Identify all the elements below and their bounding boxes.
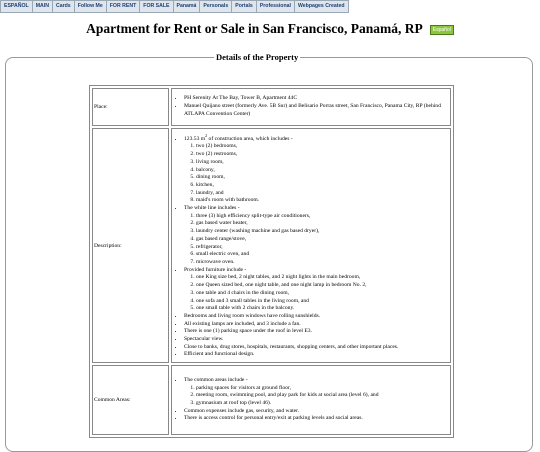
list-item: 4. balcony, <box>196 167 449 175</box>
list-item: 3. living room, <box>196 159 449 167</box>
title-row <box>0 20 540 38</box>
furniture-text: Provided furniture include - <box>184 266 247 273</box>
common-areas-row <box>92 365 451 435</box>
description-cell <box>171 128 451 363</box>
list-item: • Spectacular view. <box>184 336 449 344</box>
list-item: • There is access control for personal entry/exit at parking levels and social areas. <box>184 415 449 423</box>
list-item: 2. one Queen sized bed, one night table, and one night lamp in bedroom No. 2, <box>196 282 449 290</box>
nav-professional[interactable]: Professional <box>257 0 295 13</box>
details-table <box>89 85 454 438</box>
list-item: 3. gymnasium at roof top (level 46). <box>196 400 449 408</box>
list-item: • All existing lamps are included, and 3 include a fan. <box>184 321 449 329</box>
area-prefix: 123.53 m <box>184 135 206 142</box>
common-areas-cell <box>171 365 451 435</box>
list-item: 4. gas based range/stove, <box>196 236 449 244</box>
list-item: 7. microwave oven. <box>196 259 449 267</box>
furniture-item <box>184 267 449 313</box>
area-sup: 2 <box>205 132 208 138</box>
list-item: 5. one small table with 2 chairs in the balcony. <box>196 305 449 313</box>
page-title: Apartment for Rent or Sale in San Francisco, Panamá, RP <box>86 21 423 36</box>
list-item: 6. small electric oven, and <box>196 251 449 259</box>
list-item: • Close to banks, drug stores, hospitals, restaurants, shopping centers, and other important places. <box>184 344 449 352</box>
nav-for-rent[interactable]: FOR RENT <box>107 0 141 13</box>
nav-panama[interactable]: Panamá <box>174 0 201 13</box>
description-label: Description: <box>92 128 169 363</box>
list-item: 3. one table and 4 chairs in the dining room, <box>196 290 449 298</box>
list-item: 1. three (3) high efficiency split-type air conditioners, <box>196 213 449 221</box>
nav-for-sale[interactable]: FOR SALE <box>140 0 173 13</box>
list-item: 4. one sofa and 3 small tables in the living room, and <box>196 298 449 306</box>
place-label: Place: <box>92 88 169 126</box>
nav-personals[interactable]: Personals <box>200 0 232 13</box>
nav-portals[interactable]: Portals <box>232 0 257 13</box>
common-intro-text: The common areas include - <box>184 376 248 383</box>
white-line-item <box>184 205 449 267</box>
list-item: 2. two (2) restrooms, <box>196 151 449 159</box>
list-item: 1. one King size bed, 2 night tables, and 2 night lights in the main bedroom, <box>196 274 449 282</box>
list-item: 8. maid's room with bathroom. <box>196 197 449 205</box>
area-item <box>184 132 449 205</box>
list-item: • Efficient and functional design. <box>184 351 449 359</box>
nav-main[interactable]: MAIN <box>33 0 53 13</box>
list-item: • PH Serenity At The Bay, Tower B, Apartment 44C <box>184 95 449 103</box>
place-row <box>92 88 451 126</box>
nav-follow-me[interactable]: Follow Me <box>75 0 107 13</box>
top-nav-bar <box>0 0 349 12</box>
nav-espanol[interactable]: ESPAÑOL <box>0 0 33 13</box>
list-item: • Manuel Quijano street (formerly Ave. 5B Sur) and Belisario Porras street, San Francisco, Panama City, RP (behind ATLAPA Convention Center) <box>184 103 449 118</box>
list-item: 5. refrigerator, <box>196 244 449 252</box>
list-item: • Bedrooms and living room windows have rolling sunshields. <box>184 313 449 321</box>
description-row <box>92 128 451 363</box>
language-button[interactable]: Español <box>430 25 454 35</box>
common-intro-item <box>184 377 449 408</box>
list-item: 1. parking spaces for visitors at ground floor, <box>196 385 449 393</box>
nav-cards[interactable]: Cards <box>53 0 75 13</box>
list-item: • There is one (1) parking space under the roof in level E3. <box>184 328 449 336</box>
list-item: 3. laundry center (washing machine and gas based dryer), <box>196 228 449 236</box>
common-areas-label: Common Areas: <box>92 365 169 435</box>
white-line-text: The white line includes - <box>184 205 240 212</box>
list-item: • Common expenses include gas, security, and water. <box>184 408 449 416</box>
list-item: 2. gas based water heater, <box>196 220 449 228</box>
area-suffix: of construction area, which includes - <box>207 135 293 142</box>
list-item: 6. kitchen, <box>196 182 449 190</box>
nav-webpages-created[interactable]: Webpages Created <box>295 0 349 13</box>
list-item: 5. dining room, <box>196 174 449 182</box>
list-item: 1. two (2) bedrooms, <box>196 143 449 151</box>
place-cell <box>171 88 451 126</box>
list-item: 7. laundry, and <box>196 190 449 198</box>
list-item: 2. meeting room, swimming pool, and play park for kids at social area (level 6), and <box>196 392 449 400</box>
details-fieldset <box>5 52 533 452</box>
details-legend: Details of the Property <box>216 52 299 62</box>
